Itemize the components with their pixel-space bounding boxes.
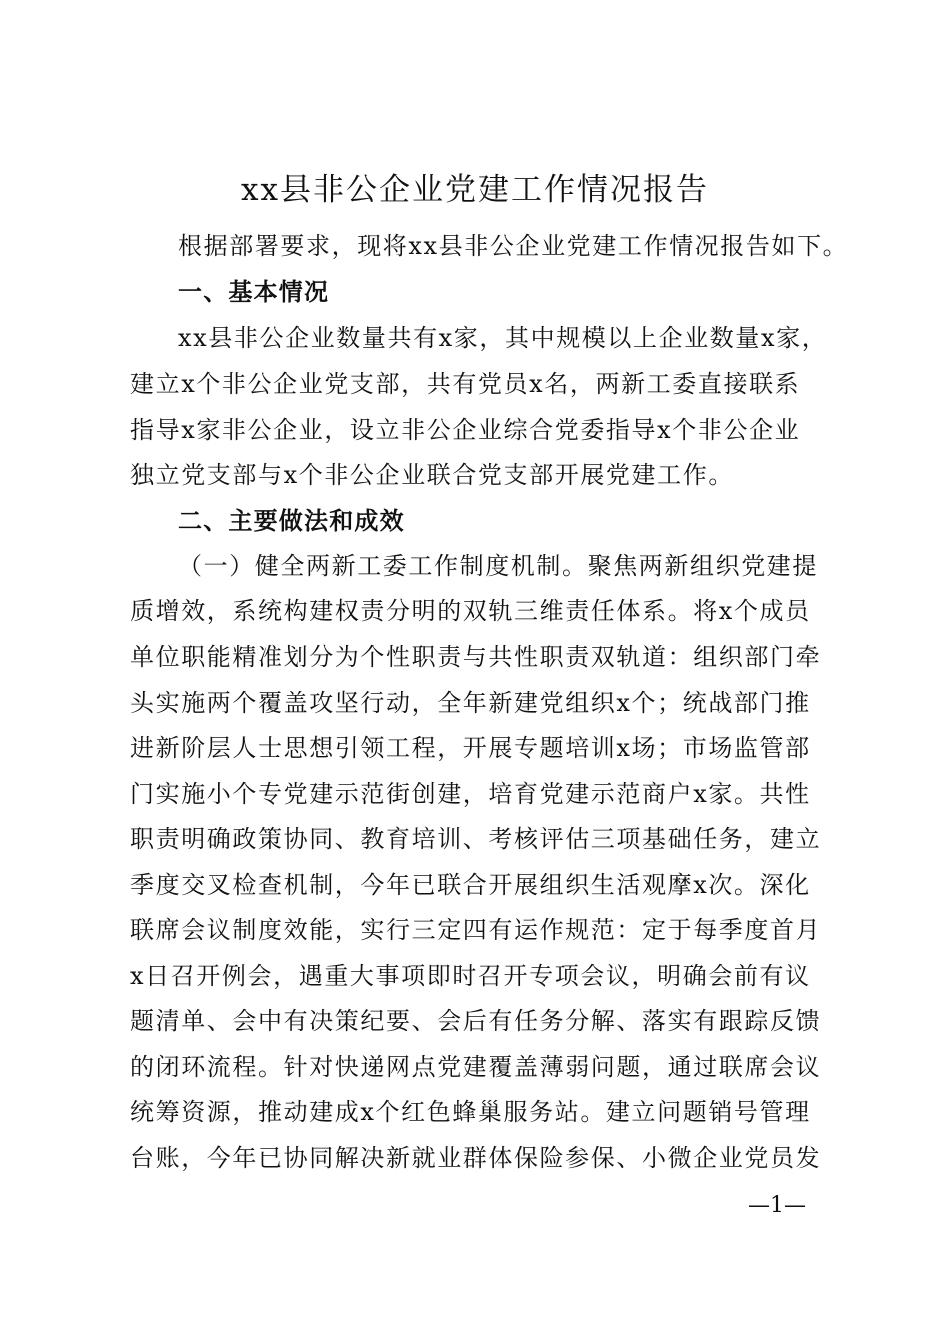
paragraph-line: 建立x个非公企业党支部，共有党员x名，两新工委直接联系 — [130, 370, 801, 398]
section-heading-measures: 二、主要做法和成效 — [178, 507, 405, 535]
paragraph-line: 单位职能精准划分为个性职责与共性职责双轨道：组织部门牵 — [130, 643, 822, 671]
paragraph-line: 职责明确政策协同、教育培训、考核评估三项基础任务，建立 — [130, 825, 822, 853]
paragraph-line: 联席会议制度效能，实行三定四有运作规范：定于每季度首月 — [130, 916, 822, 944]
paragraph-line: 独立党支部与x个非公企业联合党支部开展党建工作。 — [130, 461, 734, 489]
paragraph-line: （一）健全两新工委工作制度机制。聚焦两新组织党建提 — [178, 552, 818, 580]
paragraph-line: 季度交叉检查机制，今年已联合开展组织生活观摩x次。深化 — [130, 871, 811, 899]
paragraph-line: 的闭环流程。针对快递网点党建覆盖薄弱问题，通过联席会议 — [130, 1053, 822, 1081]
paragraph-line: 进新阶层人士思想引领工程，开展专题培训x场；市场监管部 — [130, 734, 811, 762]
paragraph-line: 质增效，系统构建权责分明的双轨三维责任体系。将x个成员 — [130, 597, 811, 625]
section-heading-basic: 一、基本情况 — [178, 278, 330, 306]
document-title: xx县非公企业党建工作情况报告 — [241, 172, 709, 208]
paragraph-line: 门实施小个专党建示范街创建，培育党建示范商户x家。共性 — [130, 780, 811, 808]
page-number: —1— — [748, 1193, 806, 1218]
paragraph-line: 统筹资源，推动建成x个红色蜂巢服务站。建立问题销号管理 — [130, 1098, 811, 1126]
intro-paragraph: 根据部署要求，现将xx县非公企业党建工作情况报告如下。 — [178, 232, 849, 260]
paragraph-line: 头实施两个覆盖攻坚行动，全年新建党组织x个；统战部门推 — [130, 689, 811, 717]
paragraph-line: 指导x家非公企业，设立非公企业综合党委指导x个非公企业 — [130, 416, 801, 444]
paragraph-line: 台账，今年已协同解决新就业群体保险参保、小微企业党员发 — [130, 1144, 822, 1172]
paragraph-line: 题清单、会中有决策纪要、会后有任务分解、落实有跟踪反馈 — [130, 1007, 822, 1035]
paragraph-line: xx县非公企业数量共有x家，其中规模以上企业数量x家， — [178, 324, 828, 352]
paragraph-line: x日召开例会，遇重大事项即时召开专项会议，明确会前有议 — [130, 962, 811, 990]
